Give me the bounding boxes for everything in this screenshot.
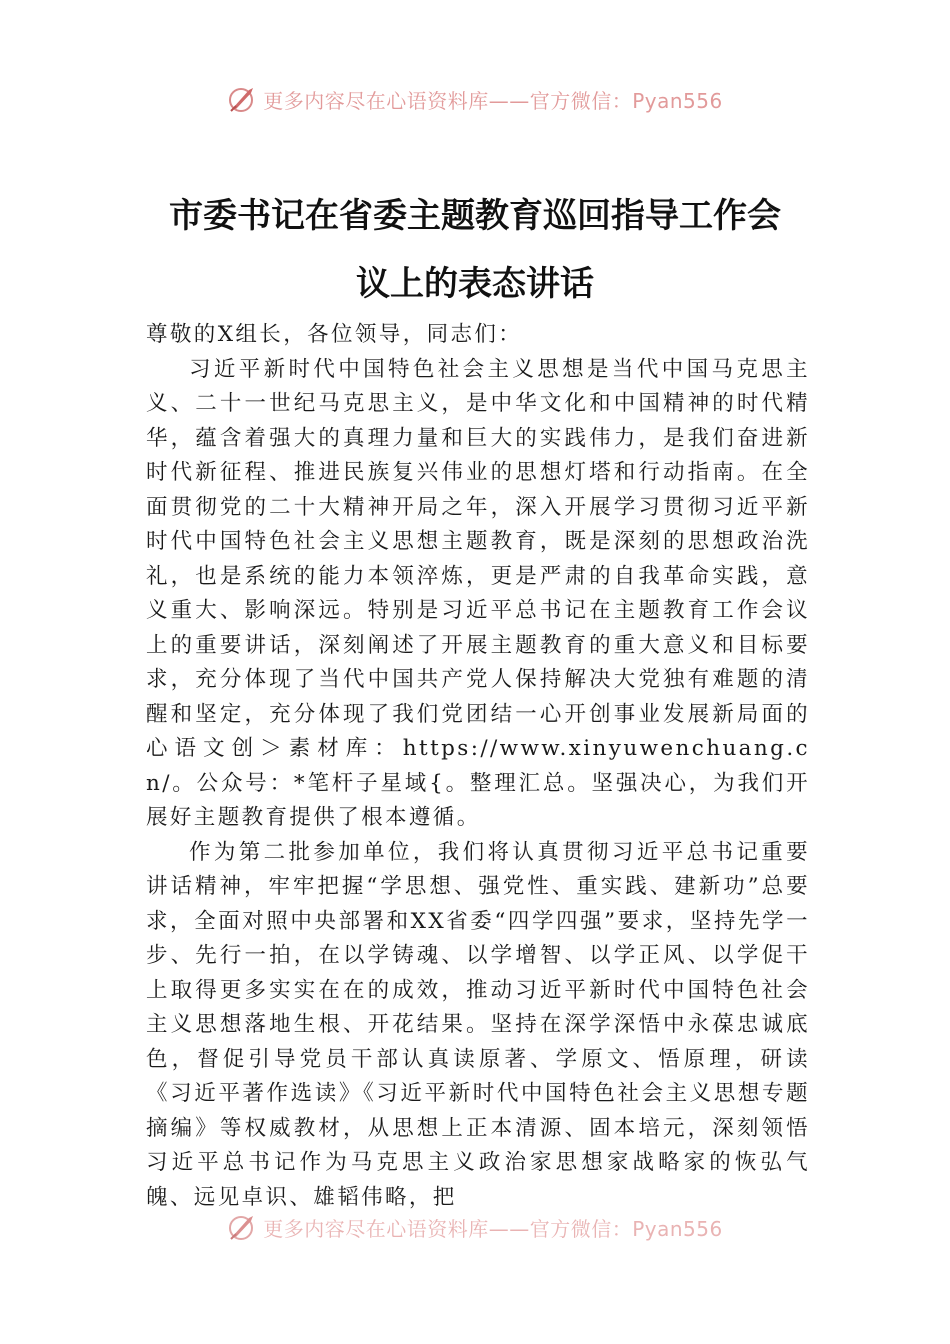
watermark-text: 更多内容尽在心语资料库——官方微信：Pyan556	[263, 1216, 723, 1241]
document-body	[146, 318, 810, 1215]
quill-logo-icon	[227, 84, 257, 114]
quill-logo-icon	[227, 1212, 257, 1242]
watermark-header	[0, 84, 950, 114]
watermark-footer	[0, 1212, 950, 1242]
paragraph: 习近平新时代中国特色社会主义思想是当代中国马克思主义、二十一世纪马克思主义，是中华文化和中国精神的时代精华，蕴含着强大的真理力量和巨大的实践伟力，是我们奋进新时代新征程、推进民族复兴伟业的思想灯塔和行动指南。在全面贯彻党的二十大精神开局之年，深入开展学习贯彻习近平新时代中国特色社会主义思想主题教育，既是深刻的思想政治洗礼，也是系统的能力本领淬炼，更是严肃的自我革命实践，意义重大、影响深远。特别是习近平总书记在主题教育工作会议上的重要讲话，深刻阐述了开展主题教育的重大意义和目标要求，充分体现了当代中国共产党人保持解决大党独有难题的清醒和坚定，充分体现了我们党团结一心开创事业发展新局面的心语文创＞素材库：https://www.xinyuwenchuang.cn/。公众号：*笔杆子星域{。整理汇总。坚强决心，为我们开展好主题教育提供了根本遵循。	[146, 356, 810, 830]
document-title-line-1: 市委书记在省委主题教育巡回指导工作会	[169, 196, 781, 236]
watermark-text: 更多内容尽在心语资料库——官方微信：Pyan556	[263, 88, 723, 113]
salutation: 尊敬的X组长，各位领导，同志们：	[146, 322, 523, 347]
document-title-line-2: 议上的表态讲话	[356, 264, 594, 304]
paragraph: 作为第二批参加单位，我们将认真贯彻习近平总书记重要讲话精神，牢牢把握“学思想、强党性、重实践、建新功”总要求，全面对照中央部署和XX省委“四学四强”要求，坚持先学一步、先行一拍，在以学铸魂、以学增智、以学正风、以学促干上取得更多实实在在的成效，推动习近平新时代中国特色社会主义思想落地生根、开花结果。坚持在深学深悟中永葆忠诚底色，督促引导党员干部认真读原著、学原文、悟原理，研读《习近平著作选读》《习近平新时代中国特色社会主义思想专题摘编》等权威教材，从思想上正本清源、固本培元，深刻领悟习近平总书记作为马克思主义政治家思想家战略家的恢弘气魄、远见卓识、雄韬伟略，把	[146, 839, 810, 1210]
